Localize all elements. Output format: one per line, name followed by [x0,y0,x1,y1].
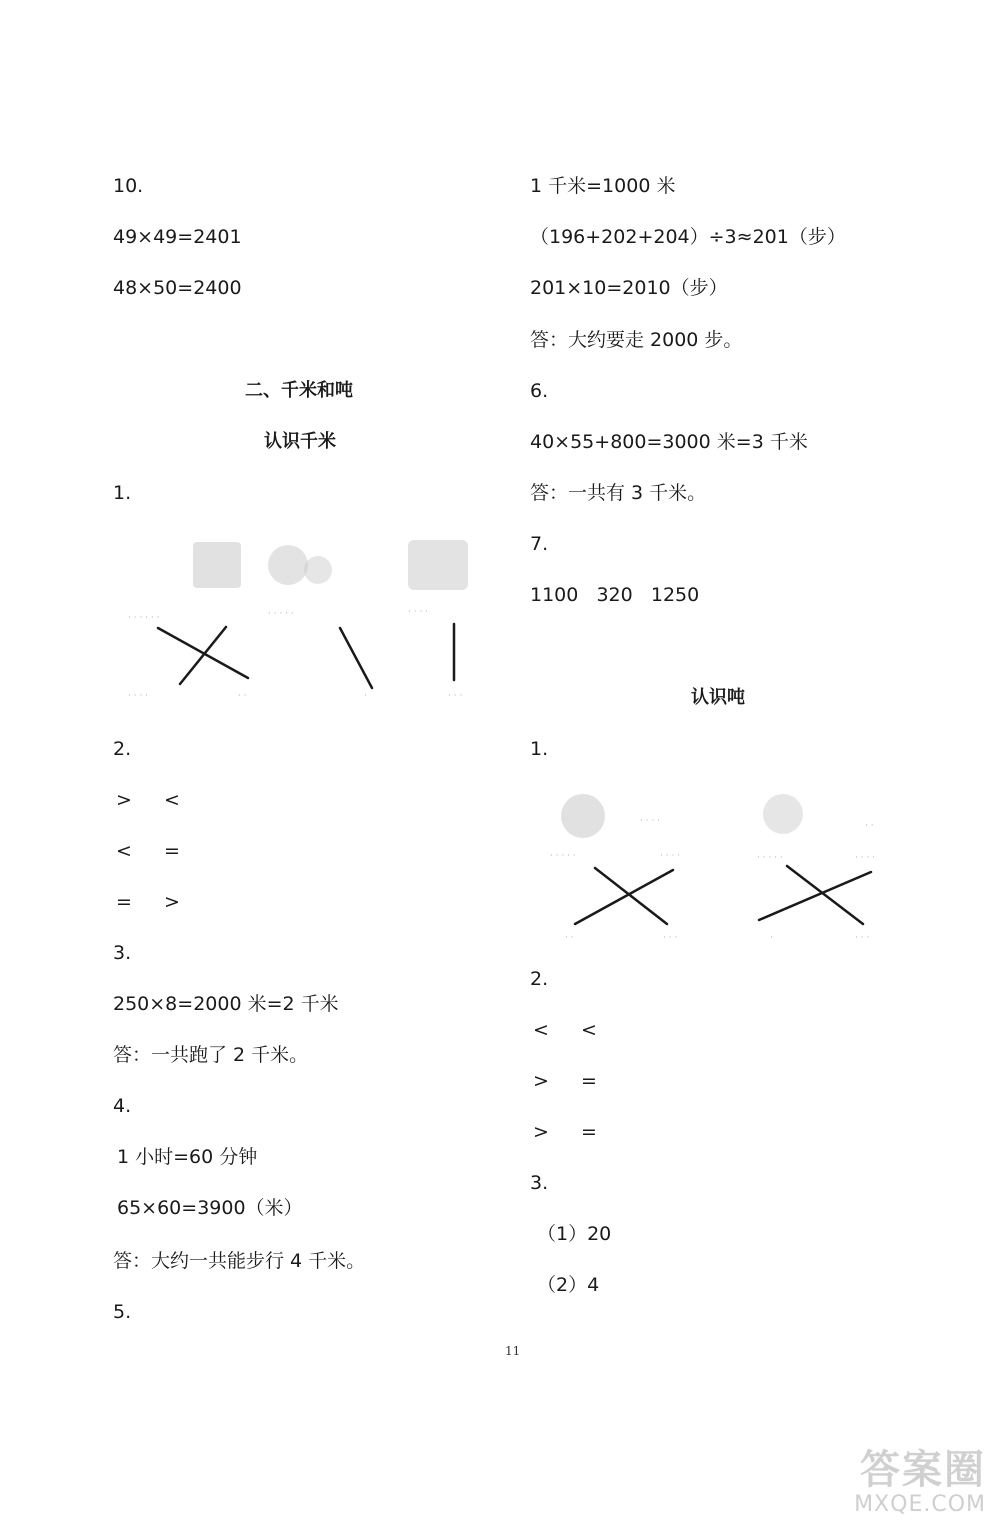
ton-q2-row-1: < < [533,1019,597,1041]
km-q5-answer: 答：大约要走 2000 步。 [530,329,743,351]
match-line-1 [595,868,667,924]
ton-q2-label: 2. [530,968,549,990]
km-q5-line-3: 201×10=2010（步） [530,277,728,299]
km-q6-line-1: 40×55+800=3000 米=3 千米 [530,431,808,453]
km-q5-label: 5. [113,1301,132,1323]
km-q6-label: 6. [530,380,549,402]
svg-text:· ·: · · [865,821,874,831]
match-lines [575,866,871,924]
ton-q3-item-1: （1）20 [537,1223,612,1245]
km-q3-line-1: 250×8=2000 米=2 千米 [113,993,339,1015]
faded-pictures-top [550,794,875,863]
km-q7-label: 7. [530,533,549,555]
km-q4-line-1: 1 小时=60 分钟 [117,1146,258,1168]
q10-line-2: 48×50=2400 [113,277,242,299]
km-q2-label: 2. [113,738,132,760]
svg-text:· · ·: · · · [663,933,678,943]
match-lines [158,624,454,688]
ton-q2-row-2: > = [533,1070,597,1092]
match-line-2 [180,627,226,684]
svg-text:· · · · ·: · · · · · [757,853,783,863]
svg-text:· · · ·: · · · · [128,691,149,701]
km-q2-row-1: > < [116,789,180,811]
ton-q2-row-3: > = [533,1121,597,1143]
picture-3-icon [304,556,332,584]
svg-text:· · · ·: · · · · [660,851,681,861]
km-q5-line-1: 1 千米=1000 米 [530,175,676,197]
svg-text:· · ·: · · · [855,933,870,943]
match-line-4 [759,872,871,920]
faded-pictures-top [128,540,468,623]
svg-text:· · · ·: · · · · [408,607,429,617]
km-matching-figure [118,520,488,710]
svg-text:· ·: · · [565,933,574,943]
svg-text:· ·: · · [238,691,247,701]
match-line-3 [340,628,372,688]
picture-1-icon [193,542,241,588]
km-q4-answer: 答：大约一共能步行 4 千米。 [113,1250,366,1272]
q10-line-1: 49×49=2401 [113,226,242,248]
svg-text:·: · [770,933,773,943]
km-q4-line-2: 65×60=3900（米） [117,1197,303,1219]
match-line-1 [158,628,248,678]
svg-text:· · · · ·: · · · · · [268,609,294,619]
km-q3-answer: 答：一共跑了 2 千米。 [113,1044,309,1066]
svg-text:· · · · · ·: · · · · · · [128,613,160,623]
watermark-en: MXQE.COM [854,1492,986,1517]
svg-text:· · · · ·: · · · · · [550,851,576,861]
km-q4-label: 4. [113,1095,132,1117]
ton-q3-label: 3. [530,1172,549,1194]
picture-4-icon [408,540,468,590]
km-q2-row-2: < = [116,840,180,862]
svg-text:· · · ·: · · · · [640,816,661,826]
subsection-title-km: 认识千米 [264,431,336,452]
site-watermark-logo [854,1448,986,1518]
ton-q3-item-2: （2）4 [537,1274,600,1296]
ton-matching-figure [545,778,905,948]
picture-2-icon [763,794,803,834]
page-number: 11 [505,1344,521,1358]
svg-text:·: · [364,691,367,701]
km-q1-label: 1. [113,482,132,504]
subsection-title-ton: 认识吨 [691,687,745,708]
km-q7-values: 1100 320 1250 [530,584,700,606]
match-line-3 [787,866,863,924]
ton-q1-label: 1. [530,738,549,760]
km-q2-row-3: = > [116,891,180,913]
km-q5-line-2: （196+202+204）÷3≈201（步） [530,226,846,248]
km-q3-label: 3. [113,942,132,964]
question-10-label: 10. [113,175,144,197]
picture-2-icon [268,545,308,585]
picture-1-icon [561,794,605,838]
watermark-cn: 答案圈 [860,1447,986,1493]
svg-text:· · ·: · · · [448,691,463,701]
km-q6-answer: 答：一共有 3 千米。 [530,482,707,504]
svg-text:· · · ·: · · · · [855,853,876,863]
section-title: 二、千米和吨 [245,380,353,401]
